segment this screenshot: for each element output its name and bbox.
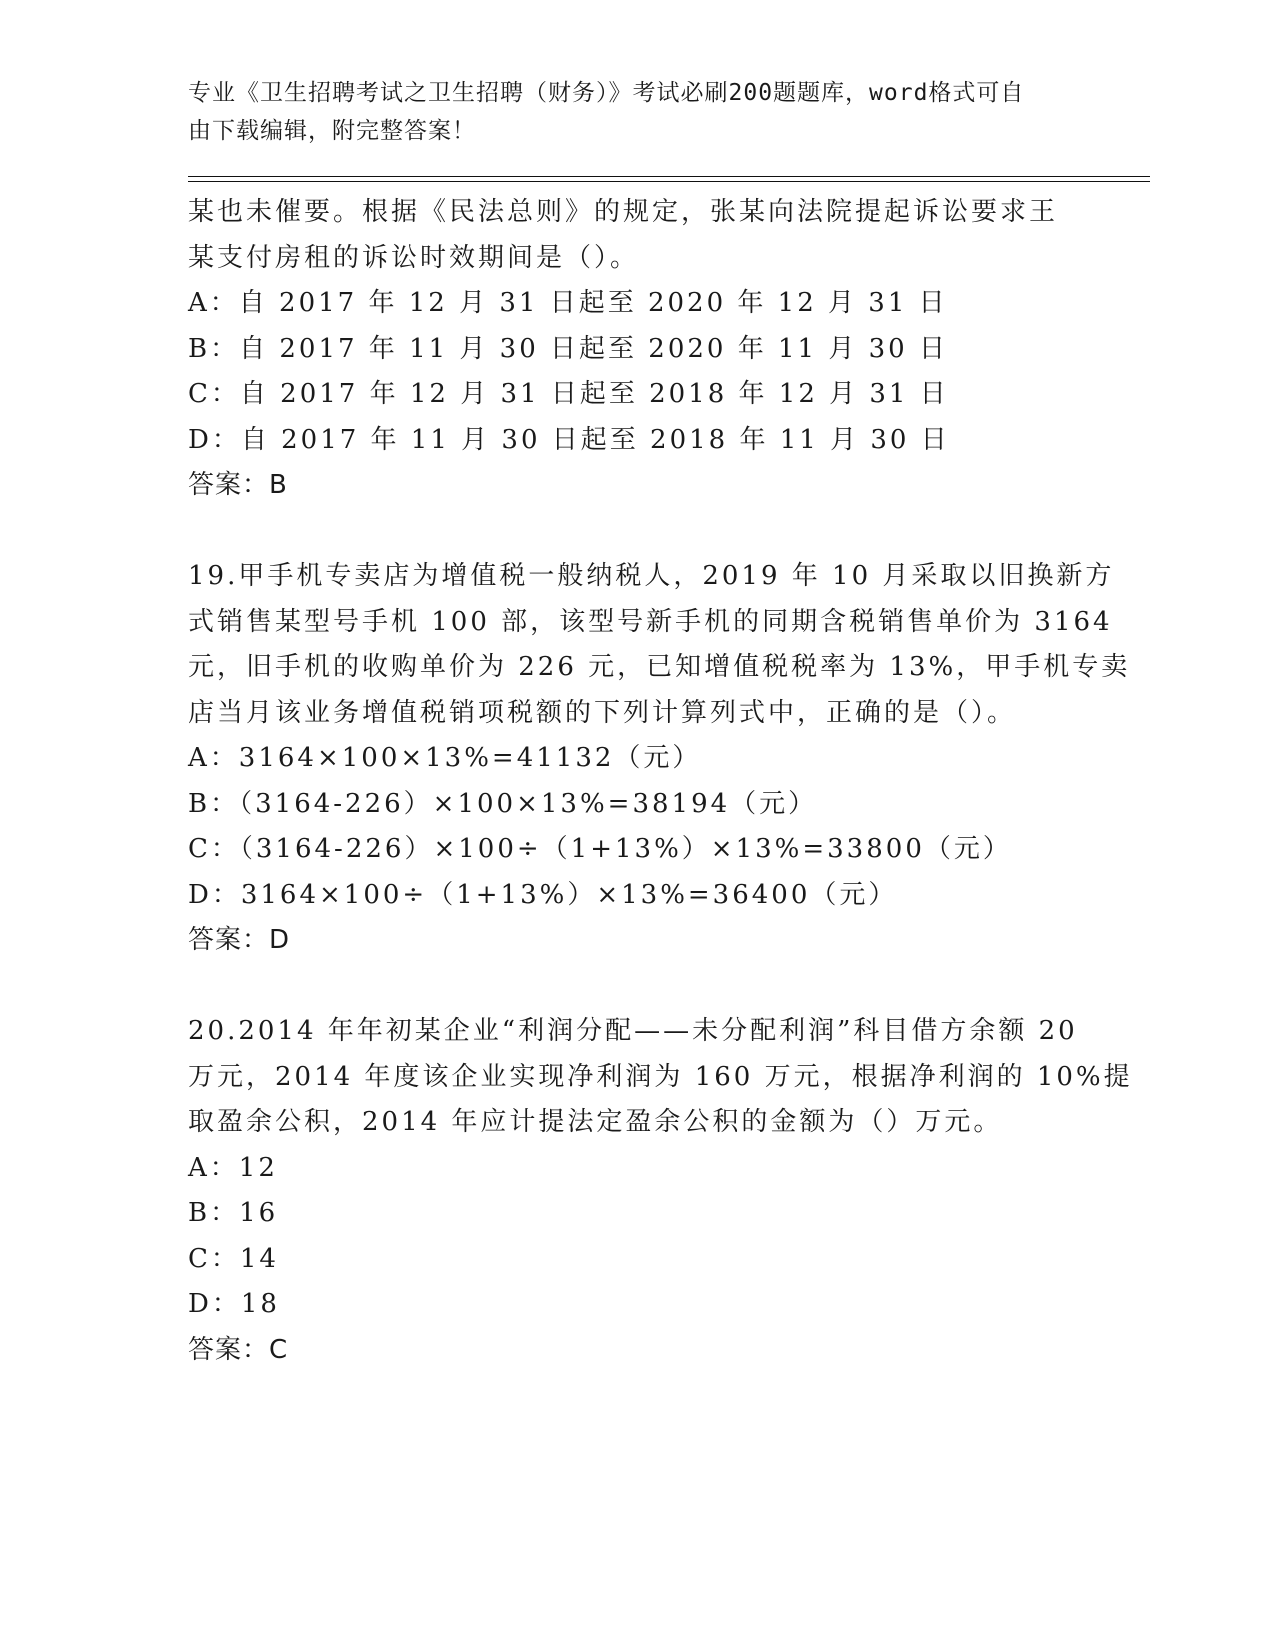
option-c: C：自 2017 年 12 月 31 日起至 2018 年 12 月 31 日 (188, 379, 949, 409)
option-b: B：自 2017 年 11 月 30 日起至 2020 年 11 月 30 日 (188, 333, 948, 364)
header-line-2: 由下载编辑，附完整答案！ (188, 118, 476, 144)
question-stem-line: 19.甲手机专卖店为增值税一般纳税人，2019 年 10 月采取以旧换新方 (188, 561, 1115, 591)
header-line-1: 专业《卫生招聘考试之卫生招聘（财务）》考试必刷200题题库，word格式可自 (188, 80, 1025, 106)
question-stem-line: 某支付房租的诉讼时效期间是（）。 (188, 242, 640, 273)
option-c: C：（3164-226）×100÷（1+13%）×13%=33800（元） (188, 834, 1012, 864)
option-d: D：18 (188, 1289, 280, 1319)
option-c: C：14 (188, 1243, 279, 1274)
question-20 (188, 1009, 1133, 1373)
question-stem-line: 某也未催要。根据《民法总则》的规定，张某向法院提起诉讼要求王 (188, 197, 1059, 227)
option-b: B：16 (188, 1198, 279, 1228)
option-d: D：自 2017 年 11 月 30 日起至 2018 年 11 月 30 日 (188, 424, 950, 455)
header-divider-top (188, 176, 1150, 177)
option-d: D：3164×100÷（1+13%）×13%=36400（元） (188, 879, 898, 910)
option-a: A：3164×100×13%=41132（元） (188, 743, 702, 773)
option-b: B：（3164-226）×100×13%=38194（元） (188, 788, 818, 819)
question-stem-line: 元，旧手机的收购单价为 226 元，已知增值税税率为 13%，甲手机专卖 (188, 652, 1131, 682)
question-stem-line: 20.2014 年年初某企业“利润分配——未分配利润”科目借方余额 20 (188, 1016, 1078, 1046)
option-a: A：自 2017 年 12 月 31 日起至 2020 年 12 月 31 日 (188, 288, 948, 318)
header-divider-bottom (188, 181, 1150, 182)
question-stem-line: 式销售某型号手机 100 部，该型号新手机的同期含税销售单价为 3164 (188, 606, 1113, 637)
document-body (188, 190, 1133, 1373)
answer-label: 答案：C (188, 1334, 289, 1365)
question-19 (188, 554, 1131, 964)
answer-label: 答案：B (188, 470, 288, 500)
question-stem-line: 万元，2014 年度该企业实现净利润为 160 万元，根据净利润的 10%提 (188, 1061, 1133, 1092)
option-a: A：12 (188, 1152, 278, 1183)
question-stem-line: 取盈余公积，2014 年应计提法定盈余公积的金额为（）万元。 (188, 1107, 1003, 1137)
question-spacer (188, 964, 1088, 1010)
answer-label: 答案：D (188, 925, 291, 955)
question-stem-line: 店当月该业务增值税销项税额的下列计算列式中，正确的是（）。 (188, 697, 1017, 728)
document-header (188, 74, 1088, 150)
question-18 (188, 190, 1088, 509)
question-spacer (188, 509, 1088, 555)
